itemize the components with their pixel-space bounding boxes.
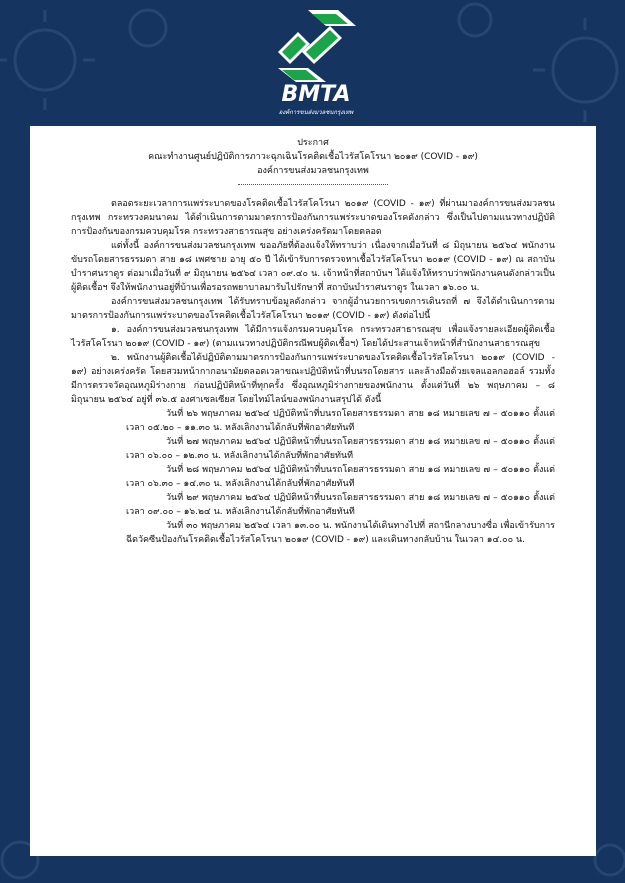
announcement-heading: ประกาศ xyxy=(297,138,329,148)
timeline-entry: วันที่ ๒๗ พฤษภาคม ๒๕๖๔ ปฏิบัติหน้าที่บนรถโดยสารธรรมดา สาย ๑๘ หมายเลข ๗ – ๕๐๑๑๐ ตั้งแต่เวลา ๐๖.๐๐ – ๑๒.๓๐ น. หลังเลิกงานได้กลับที่พักอาศัยทันที xyxy=(126,437,555,461)
paragraph: ๒. พนักงานผู้ติดเชื้อได้ปฏิบัติตามมาตรการป้องกันการแพร่ระบาดของโรคติดเชื้อไวรัสโคโรนา ๒๐๑๙ (COVID - ๑๙) อย่างเคร่งครัด โดยสวมหน้ากากอนามัยตลอดเวลาขณะปฏิบัติหน้าที่บนรถโดยสาร และล้างมือด้วยเจลแอลกอฮอล์ รวมทั้ง มีการตรวจวัดอุณหภูมิร่างกาย ก่อนปฏิบัติหน้าที่ทุกครั้ง ซึ่งอุณหภูมิร่างกายของพนักงาน ตั้งแต่วันที่ ๒๖ พฤษภาคม – ๘ มิถุนายน ๒๕๖๔ อยู่ที่ ๓๖.๕ องศาเซลเซียส โดยไทม์ไลน์ของพนักงานสรุปได้ ดังนี้ xyxy=(71,353,555,405)
timeline-entry: วันที่ ๒๙ พฤษภาคม ๒๕๖๔ ปฏิบัติหน้าที่บนรถโดยสารธรรมดา สาย ๑๘ หมายเลข ๗ – ๕๐๑๑๐ ตั้งแต่เวลา ๐๙.๐๐ – ๑๖.๒๔ น. หลังเลิกงานได้กลับที่พักอาศัยทันที xyxy=(126,493,555,517)
timeline-entry: วันที่ ๒๘ พฤษภาคม ๒๕๖๔ ปฏิบัติหน้าที่บนรถโดยสารธรรมดา สาย ๑๘ หมายเลข ๗ – ๕๐๑๑๐ ตั้งแต่เวลา ๐๖.๓๐ – ๑๔.๓๐ น. หลังเลิกงานได้กลับที่พักอาศัยทันที xyxy=(126,465,555,489)
paragraph: แต่ทั้งนี้ องค์การขนส่งมวลชนกรุงเทพ ขออภัยที่ต้องแจ้งให้ทราบว่า เนื่องจากเมื่อวันที่ ๘ มิถุนายน ๒๕๖๔ พนักงานขับรถโดยสารธรรมดา สาย ๑๘ เพศชาย อายุ ๕๐ ปี ได้เข้ารับการตรวจหาเชื้อไวรัสโคโรนา ๒๐๑๙ (COVID - ๑๙) ณ สถาบันบำราศนราดูร ต่อมาเมื่อวันที่ ๙ มิถุนายน ๒๕๖๔ เวลา ๐๙.๔๐ น. เจ้าหน้าที่สถาบันฯ ได้แจ้งให้ทราบว่าพนักงานคนดังกล่าวเป็นผู้ติดเชื้อฯ จึงให้พนักงานอยู่ที่บ้านเพื่อรอรถพยาบาลมารับไปรักษาที่ สถาบันบำราศนราดูร ในเวลา ๑๖.๐๐ น. xyxy=(71,241,555,293)
announcement-title: คณะทำงานศูนย์ปฏิบัติการภาวะฉุกเฉินโรคติดเชื้อไวรัสโคโรนา ๒๐๑๙ (COVID - ๑๙) xyxy=(148,152,478,162)
announcement-document xyxy=(71,136,555,547)
bmta-logo-mark-icon xyxy=(268,6,364,86)
timeline-entry: วันที่ ๒๖ พฤษภาคม ๒๕๖๔ ปฏิบัติหน้าที่บนรถโดยสารธรรมดา สาย ๑๘ หมายเลข ๗ – ๕๐๑๑๐ ตั้งแต่เวลา ๐๕.๒๐ – ๑๑.๓๐ น. หลังเลิกงานได้กลับที่พักอาศัยทันที xyxy=(126,409,555,433)
header-banner xyxy=(0,0,625,128)
paragraph: ๑. องค์การขนส่งมวลชนกรุงเทพ ได้มีการแจ้งกรมควบคุมโรค กระทรวงสาธารณสุข เพื่อแจ้งรายละเอียดผู้ติดเชื้อไวรัสโคโรนา ๒๐๑๙ (COVID - ๑๙) (ตามแนวทางปฏิบัติกรณีพบผู้ติดเชื้อฯ) โดยได้ประสานเจ้าหน้าที่สำนักงานสาธารณสุข xyxy=(71,325,555,349)
dotted-divider xyxy=(238,184,388,185)
logo-subtitle: องค์การขนส่งมวลชนกรุงเทพ xyxy=(278,109,354,116)
logo-wordmark: BMTA xyxy=(281,82,351,107)
announcement-org: องค์การขนส่งมวลชนกรุงเทพ xyxy=(257,166,369,176)
bmta-logo xyxy=(268,6,364,118)
announcement-paper xyxy=(30,126,596,856)
paragraph: องค์การขนส่งมวลชนกรุงเทพ ได้รับทราบข้อมูลดังกล่าว จากผู้อำนวยการเขตการเดินรถที่ ๗ จึงได้ดำเนินการตามมาตรการป้องกันการแพร่ระบาดของโรคติดเชื้อไวรัสโคโรนา ๒๐๑๙ (COVID - ๑๙) ดังต่อไปนี้ xyxy=(71,297,555,321)
timeline-entry: วันที่ ๓๐ พฤษภาคม ๒๕๖๔ เวลา ๑๓.๐๐ น. พนักงานได้เดินทางไปที่ สถานีกลางบางซื่อ เพื่อเข้ารับการฉีดวัคซีนป้องกันโรคติดเชื้อไวรัสโคโรนา ๒๐๑๙ (COVID - ๑๙) และเดินทางกลับบ้าน ในเวลา ๑๔.๐๐ น. xyxy=(126,521,555,545)
paragraph: ตลอดระยะเวลาการแพร่ระบาดของโรคติดเชื้อไวรัสโคโรนา ๒๐๑๙ (COVID - ๑๙) ที่ผ่านมาองค์การขนส่งมวลชนกรุงเทพ กระทรวงคมนาคม ได้ดำเนินการตามมาตรการป้องกันการแพร่ระบาดของโรคดังกล่าว ซึ่งเป็นไปตามแนวทางปฏิบัติการป้องกันของกรมควบคุมโรค กระทรวงสาธารณสุข อย่างเคร่งครัดมาโดยตลอด xyxy=(71,199,555,237)
